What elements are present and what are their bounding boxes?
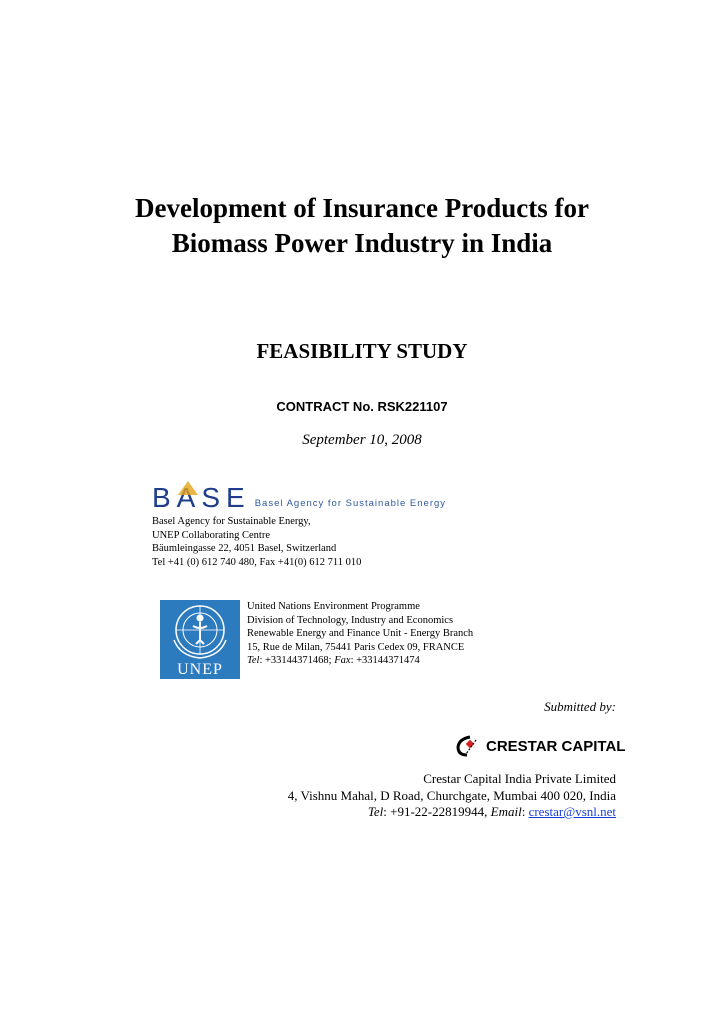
base-logo-tagline: Basel Agency for Sustainable Energy [254,498,447,509]
unep-logo [160,600,240,679]
crestar-email-link[interactable]: crestar@vsnl.net [528,804,616,819]
contract-number: CONTRACT No. RSK221107 [276,399,448,414]
document-date: September 10, 2008 [302,432,422,448]
crestar-logo-word: CRESTAR CAPITAL [486,737,626,755]
crestar-company-name: Crestar Capital India Private Limited [423,771,616,786]
document-title [0,191,724,261]
unep-address-line: Division of Technology, Industry and Economics [247,614,454,626]
crestar-tel: : +91-22-22819944, [383,804,491,819]
unep-address [247,600,473,668]
base-address-line: Tel +41 (0) 612 740 480, Fax +41(0) 612 711 010 [152,556,362,568]
document-subtitle: FEASIBILITY STUDY [256,339,468,363]
base-logo-word: BASE [152,482,251,513]
unep-address-line: 15, Rue de Milan, 75441 Paris Cedex 09, FRANCE [247,641,465,653]
unep-address-line: United Nations Environment Programme [247,601,420,612]
unep-contact-line [247,654,473,668]
crestar-logo [454,734,625,758]
base-address-line: Basel Agency for Sustainable Energy, [152,516,311,527]
crestar-street-address: 4, Vishnu Mahal, D Road, Churchgate, Mumbai 400 020, India [287,787,616,803]
base-address-line: UNEP Collaborating Centre [152,529,271,541]
title-line-2: Biomass Power Industry in India [171,228,553,258]
crestar-contact-line [288,804,616,821]
crestar-address [288,771,616,821]
title-line-1: Development of Insurance Products for [135,193,589,223]
unep-fax-label: Fax [334,655,351,666]
crestar-email-separator: : [521,804,529,819]
unep-tel-label: Tel [247,655,260,666]
unep-fax: : +33144371474 [350,655,420,666]
base-logo [152,482,446,512]
crestar-tel-label: Tel [367,804,384,819]
base-triangle-icon [178,481,198,495]
crestar-emblem-icon [454,734,480,758]
unep-logo-text: UNEP [177,661,223,678]
unep-tel: : +33144371468; [259,655,335,666]
unep-address-line: Renewable Energy and Finance Unit - Energy Branch [247,628,474,639]
base-address [152,515,361,569]
submitted-by-label: Submitted by: [544,699,616,714]
crestar-email-label: Email [490,804,522,819]
base-address-line: Bäumleingasse 22, 4051 Basel, Switzerland [152,543,337,554]
